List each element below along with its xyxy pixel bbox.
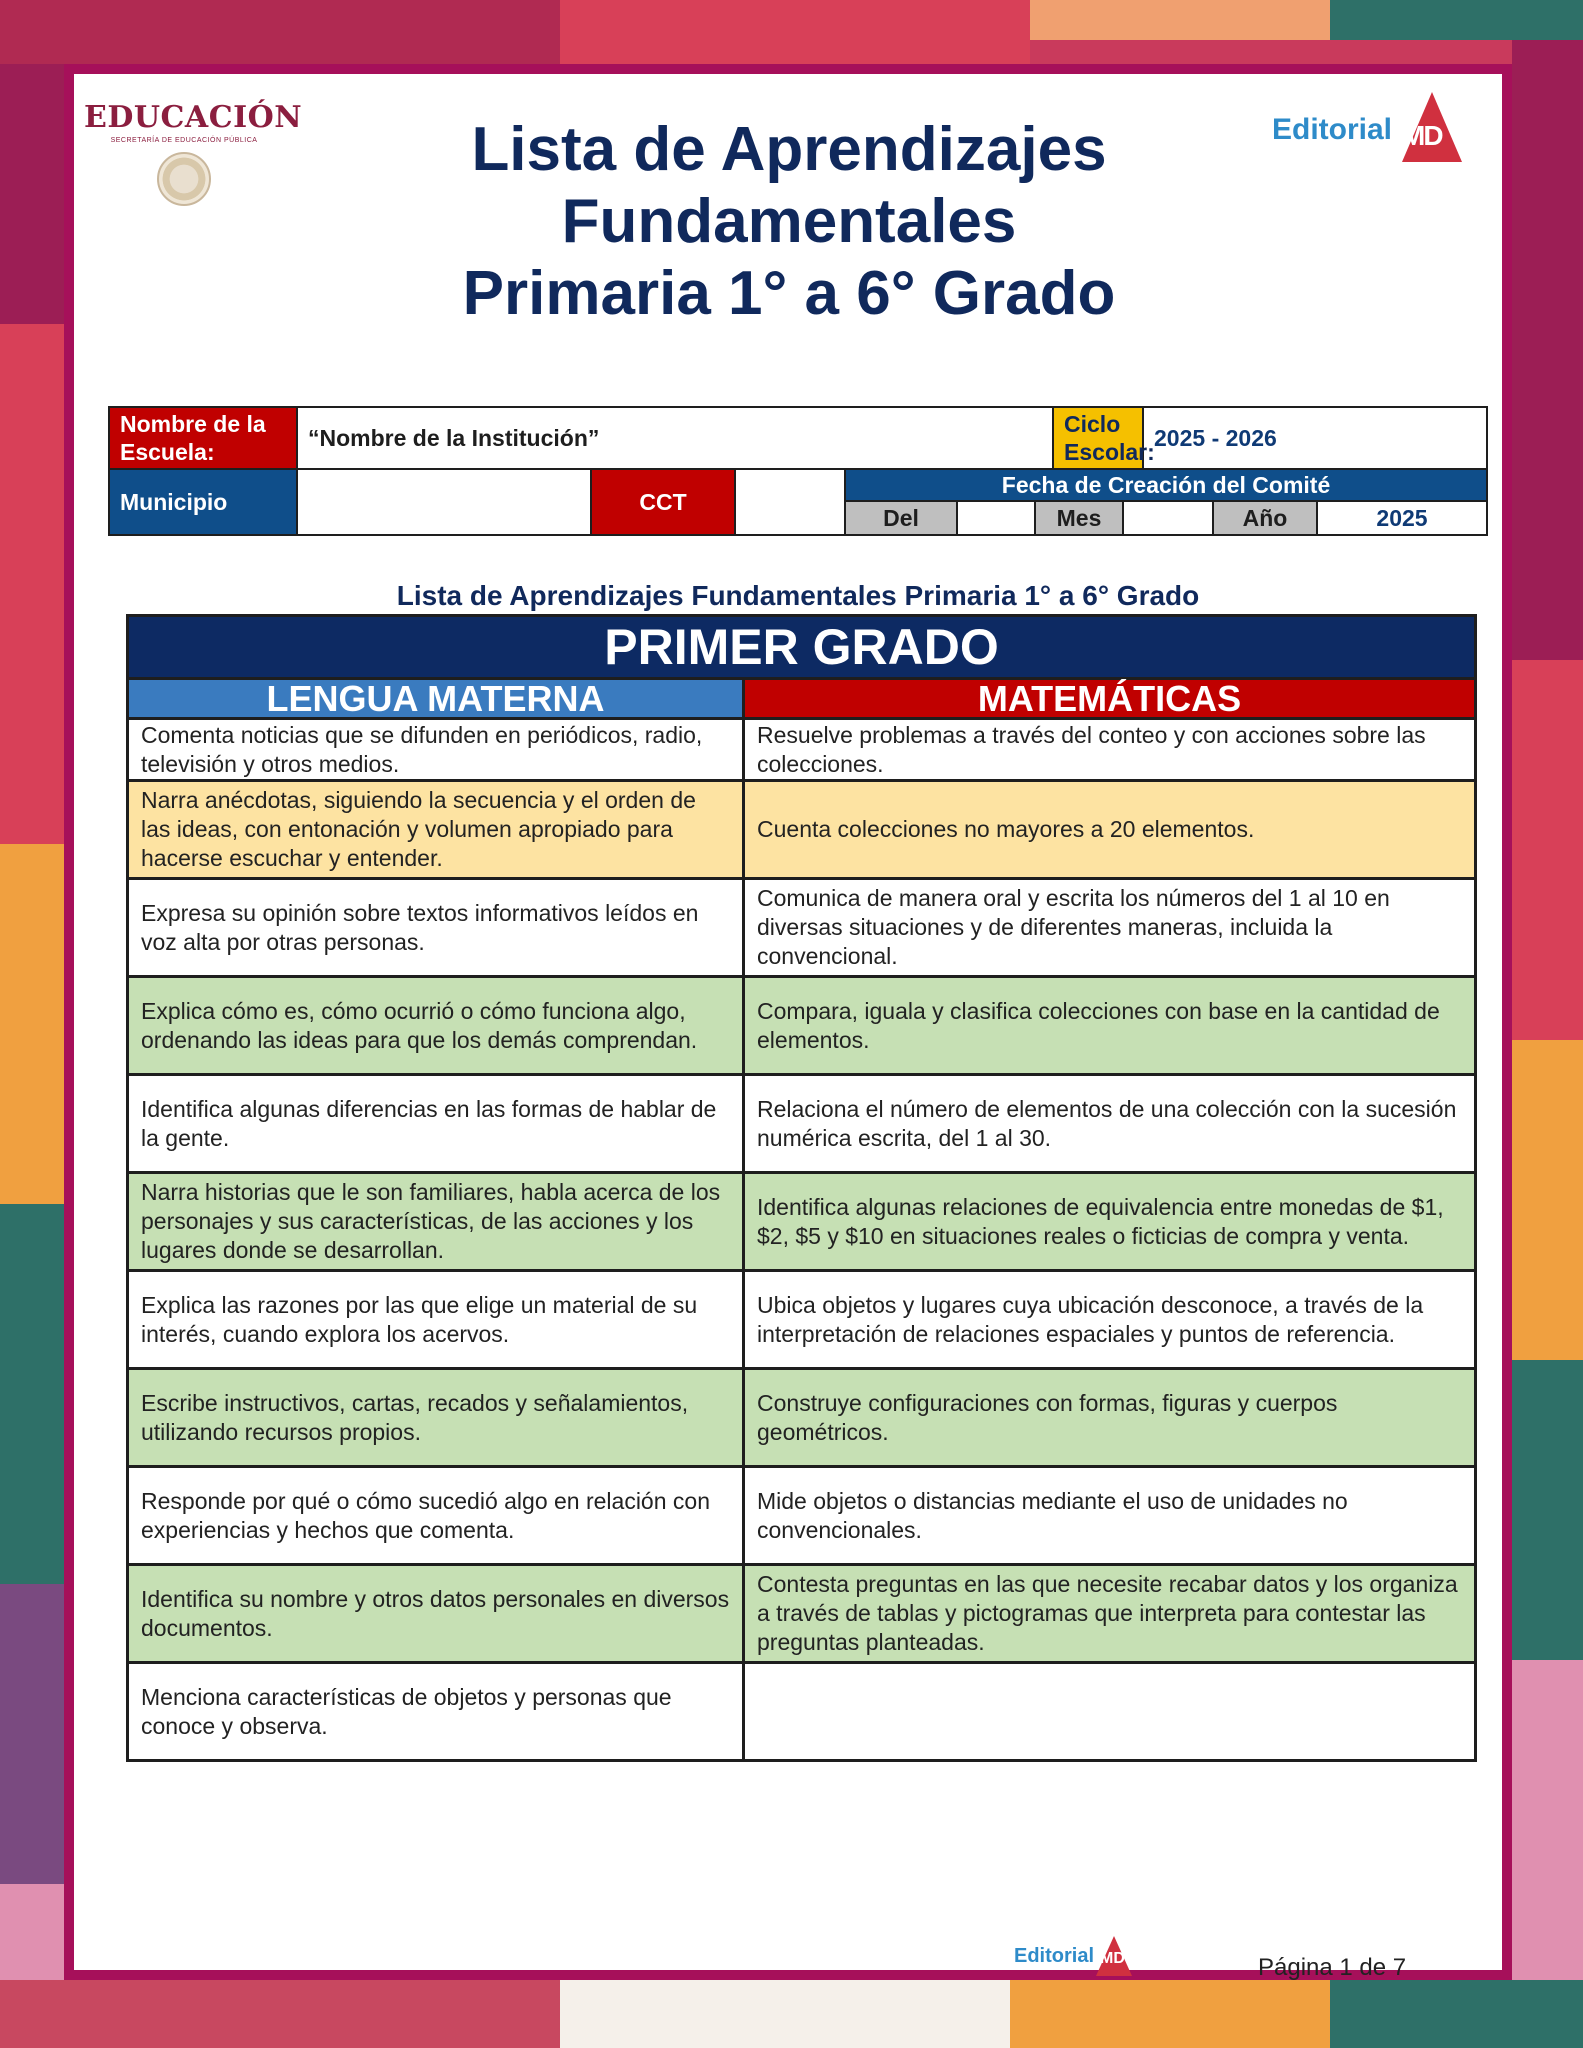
background-block [0, 64, 64, 324]
footer-editorial-logo [1014, 1936, 1132, 1976]
matematicas-cell: Comunica de manera oral y escrita los números del 1 al 10 en diversas situaciones y de diferentes maneras, incluida la convencional. [744, 879, 1476, 977]
background-block [0, 1980, 560, 2048]
background-block [1030, 0, 1330, 40]
table-row [128, 1271, 1476, 1369]
lengua-cell: Comenta noticias que se difunden en periódicos, radio, televisión y otros medios. [128, 719, 744, 781]
lengua-cell: Explica cómo es, cómo ocurrió o cómo funciona algo, ordenando las ideas para que los demás comprendan. [128, 977, 744, 1075]
editorial-logo-mark: MD [1402, 120, 1442, 151]
lengua-cell: Menciona características de objetos y personas que conoce y observa. [128, 1663, 744, 1761]
matematicas-cell: Relaciona el número de elementos de una colección con la sucesión numérica escrita, del 1 al 30. [744, 1075, 1476, 1173]
lengua-cell: Narra anécdotas, siguiendo la secuencia y el orden de las ideas, con entonación y volumen apropiado para hacerse escuchar y entender. [128, 781, 744, 879]
background-block [0, 324, 64, 844]
sep-logo-text: EDUCACIÓN [84, 100, 303, 135]
municipio-label: Municipio [109, 469, 297, 535]
document-page [64, 64, 1512, 1980]
school-cycle-label: Ciclo Escolar: [1053, 407, 1143, 469]
lengua-cell: Expresa su opinión sobre textos informativos leídos en voz alta por otras personas. [128, 879, 744, 977]
school-cycle-value[interactable]: 2025 - 2026 [1143, 407, 1487, 469]
cct-label: CCT [591, 469, 735, 535]
background-block [1330, 0, 1583, 40]
background-block [0, 1204, 64, 1584]
lengua-cell: Explica las razones por las que elige un material de su interés, cuando explora los acervos. [128, 1271, 744, 1369]
background-block [1512, 1040, 1583, 1360]
lengua-cell: Responde por qué o cómo sucedió algo en relación con experiencias y hechos que comenta. [128, 1467, 744, 1565]
anio-field[interactable]: 2025 [1376, 505, 1428, 531]
title-line: Primaria 1° a 6° Grado [462, 259, 1116, 328]
lengua-cell: Identifica su nombre y otros datos personales en diversos documentos. [128, 1565, 744, 1663]
cct-field[interactable] [735, 469, 845, 535]
background-block [560, 0, 1030, 64]
school-name-label: Nombre de la Escuela: [109, 407, 297, 469]
national-seal-icon [157, 152, 211, 206]
title-line: Lista de Aprendizajes [471, 115, 1107, 184]
del-label: Del [846, 502, 958, 534]
table-row [128, 719, 1476, 781]
matematicas-cell [744, 1663, 1476, 1761]
anio-label: Año [1214, 502, 1318, 534]
matematicas-cell: Construye configuraciones con formas, figuras y cuerpos geométricos. [744, 1369, 1476, 1467]
matematicas-cell: Ubica objetos y lugares cuya ubicación desconoce, a través de la interpretación de relaciones espaciales y puntos de referencia. [744, 1271, 1476, 1369]
column-header-matematicas: MATEMÁTICAS [744, 679, 1476, 719]
school-name-field[interactable]: “Nombre de la Institución” [297, 407, 1053, 469]
lengua-cell: Identifica algunas diferencias en las formas de hablar de la gente. [128, 1075, 744, 1173]
page-number: Página 1 de 7 [1258, 1954, 1407, 1981]
mes-label: Mes [1036, 502, 1124, 534]
column-header-lengua: LENGUA MATERNA [128, 679, 744, 719]
matematicas-cell: Identifica algunas relaciones de equivalencia entre monedas de $1, $2, $5 y $10 en situaciones reales o ficticias de compra y venta. [744, 1173, 1476, 1271]
footer-logo-mark: MD [1100, 1950, 1125, 1967]
background-block [1330, 1980, 1583, 2048]
table-row [128, 879, 1476, 977]
editorial-logo-word: Editorial [1271, 113, 1392, 146]
matematicas-cell: Mide objetos o distancias mediante el uso de unidades no convencionales. [744, 1467, 1476, 1565]
committee-date-row [846, 500, 1486, 534]
background-block [1512, 660, 1583, 1040]
table-row [128, 781, 1476, 879]
matematicas-cell: Resuelve problemas a través del conteo y con acciones sobre las colecciones. [744, 719, 1476, 781]
del-field[interactable] [958, 502, 1036, 534]
table-row [128, 1369, 1476, 1467]
title-line: Fundamentales [561, 187, 1017, 256]
matematicas-cell: Contesta preguntas en las que necesite recabar datos y los organiza a través de tablas y pictogramas que interpreta para contestar las preguntas planteadas. [744, 1565, 1476, 1663]
background-block [1010, 1980, 1330, 2048]
table-row [128, 1467, 1476, 1565]
md-triangle-icon [1394, 92, 1462, 168]
committee-date-block [845, 469, 1487, 535]
background-block [0, 1584, 64, 1884]
grade-header: PRIMER GRADO [128, 616, 1476, 679]
learning-table [126, 614, 1477, 1762]
mes-field[interactable] [1124, 502, 1214, 534]
school-info-table [108, 406, 1488, 536]
committee-date-header: Fecha de Creación del Comité [846, 470, 1486, 500]
background-block [1512, 1360, 1583, 1660]
background-block [560, 1980, 1010, 2048]
table-row [128, 1075, 1476, 1173]
table-row [128, 1663, 1476, 1761]
municipio-field[interactable] [297, 469, 591, 535]
table-row [128, 1565, 1476, 1663]
sep-logo [84, 100, 303, 206]
matematicas-cell: Compara, iguala y clasifica colecciones con base en la cantidad de elementos. [744, 977, 1476, 1075]
background-block [0, 0, 560, 64]
background-block [1512, 40, 1583, 660]
sep-logo-subtext: SECRETARÍA DE EDUCACIÓN PÚBLICA [110, 137, 258, 144]
table-row [128, 977, 1476, 1075]
page-title [274, 114, 1304, 330]
learning-rows [128, 719, 1476, 1761]
list-subtitle: Lista de Aprendizajes Fundamentales Primaria 1° a 6° Grado [396, 580, 1200, 611]
lengua-cell: Narra historias que le son familiares, habla acerca de los personajes y sus características, de las acciones y los lugares donde se desarrollan. [128, 1173, 744, 1271]
background-block [0, 844, 64, 1204]
lengua-cell: Escribe instructivos, cartas, recados y señalamientos, utilizando recursos propios. [128, 1369, 744, 1467]
footer-logo-word: Editorial [1014, 1944, 1095, 1967]
table-row [128, 1173, 1476, 1271]
matematicas-cell: Cuenta colecciones no mayores a 20 elementos. [744, 781, 1476, 879]
md-triangle-icon [1096, 1936, 1132, 1976]
